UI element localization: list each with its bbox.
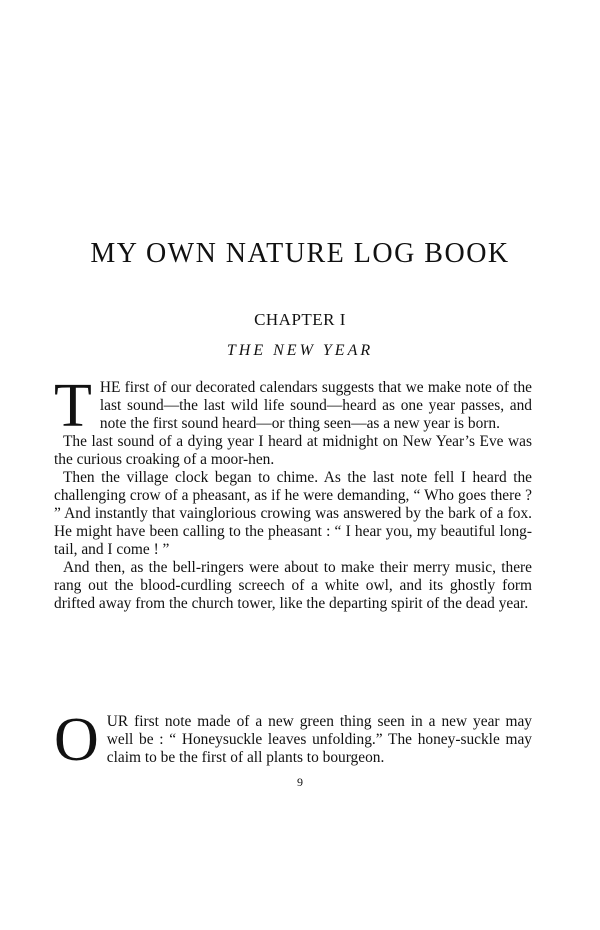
section-honeysuckle	[54, 706, 532, 774]
honeysuckle-paragraph-text: UR first note made of a new green thing seen in a new year may well be : “ Honeysuckle leaves unfolding.” The honey-suckle may claim to be the first of all plants to bourgeon.	[106, 713, 532, 766]
section-new-year-sounds	[54, 372, 532, 613]
chapter-number: CHAPTER I	[254, 310, 346, 329]
opening-paragraph	[54, 372, 532, 440]
chapter-title: THE NEW YEAR	[226, 342, 374, 359]
paragraph-moor-hen: The last sound of a dying year I heard at midnight on New Year’s Eve was the curious croaking of a moor-hen.	[54, 433, 532, 468]
drop-cap-t: T	[54, 372, 92, 440]
paragraph-pheasant-fox: Then the village clock began to chime. As the last note fell I heard the challenging crow of a pheasant, as if he were demanding, “ Who goes there ? ” And instantly that vainglorious crowing was answered by the bark of a fox. He might have been calling to the pheasant : “ I hear you, my beautiful long-tail, and I come ! ”	[54, 469, 532, 558]
drop-cap-o: O	[54, 706, 99, 774]
honeysuckle-paragraph	[54, 706, 532, 774]
page-number: 9	[297, 775, 303, 789]
paragraph-white-owl: And then, as the bell-ringers were about to make their merry music, there rang out the blood-curdling screech of a white owl, and its ghostly form drifted away from the church tower, like the departing spirit of the dead year.	[54, 559, 532, 612]
opening-paragraph-text: HE first of our decorated calendars suggests that we make note of the last sound—the last wild life sound—heard as one year passes, and note the first sound heard—or thing seen—as a new year is born.	[99, 379, 532, 432]
book-title: MY OWN NATURE LOG BOOK	[90, 238, 510, 269]
